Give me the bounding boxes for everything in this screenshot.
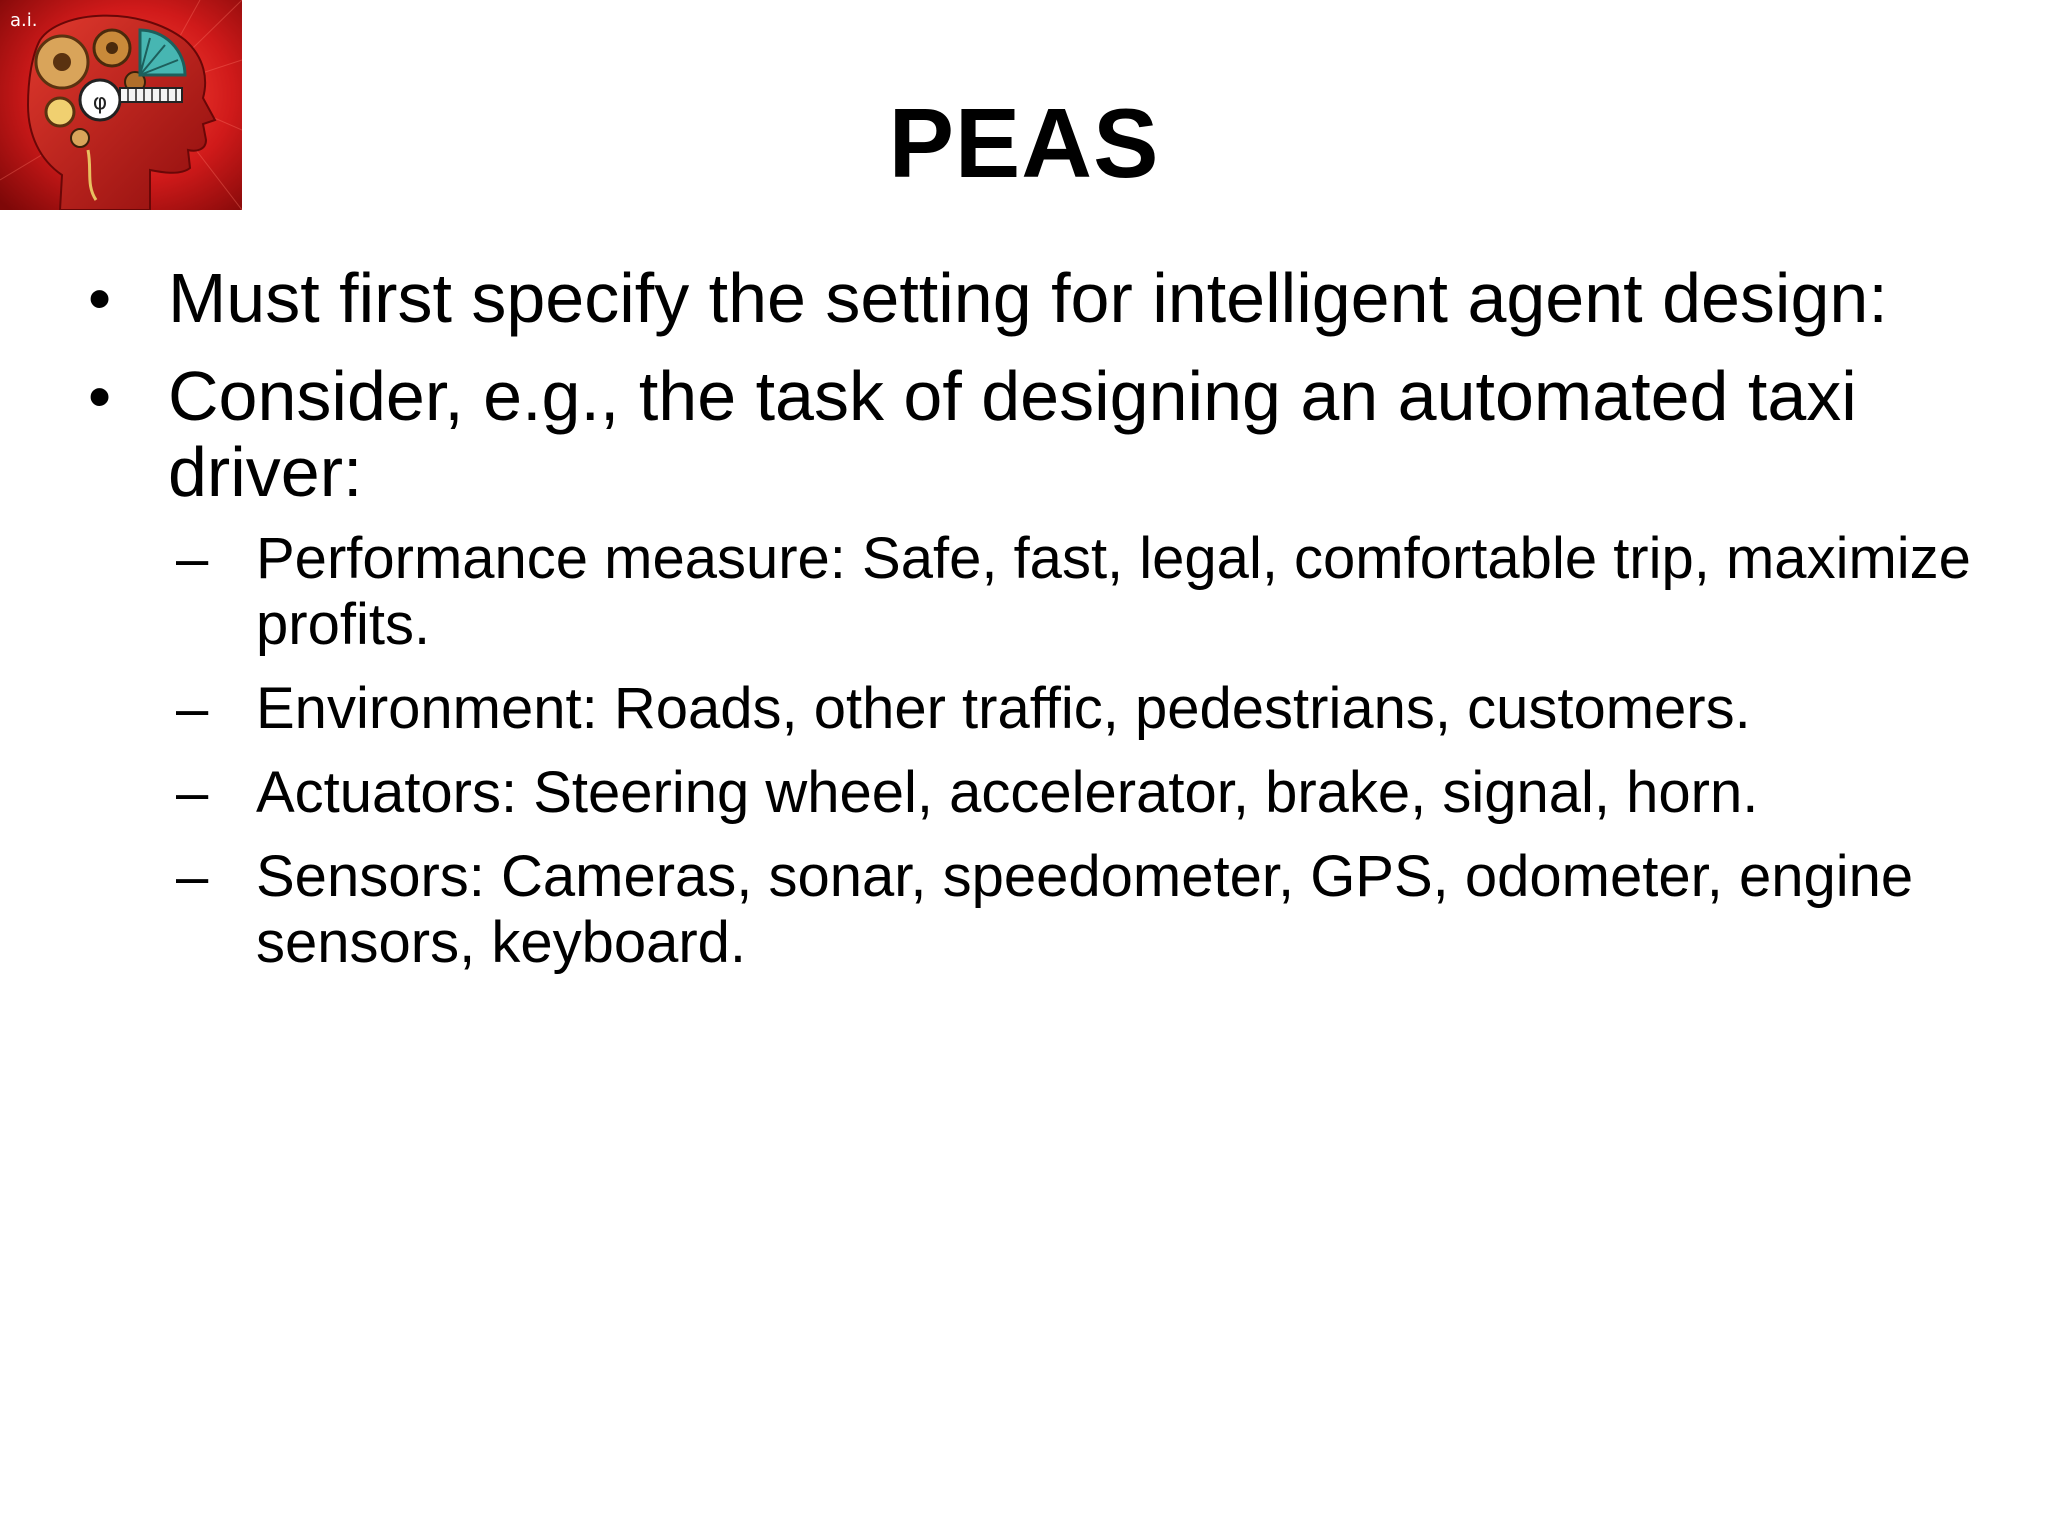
- sub-bullet-item: [176, 526, 1988, 658]
- sub-bullet-text: Environment: Roads, other traffic, pedestrians, customers.: [256, 676, 1751, 741]
- bullet-dot-icon: •: [88, 261, 112, 335]
- bullet-list: [88, 260, 1988, 998]
- bullet-text: Must first specify the setting for intelligent agent design:: [168, 259, 1888, 337]
- sub-bullet-item: [176, 676, 1988, 742]
- sub-bullet-text: Sensors: Cameras, sonar, speedometer, GPS, odometer, engine sensors, keyboard.: [256, 844, 1914, 975]
- sub-bullet-text: Actuators: Steering wheel, accelerator, brake, signal, horn.: [256, 760, 1759, 825]
- dash-icon: –: [176, 526, 209, 591]
- logo-caption: a.i.: [10, 10, 38, 31]
- sub-bullet-list: [176, 526, 1988, 976]
- bullet-dot-icon: •: [88, 359, 112, 433]
- dash-icon: –: [176, 676, 209, 741]
- dash-icon: –: [176, 844, 209, 909]
- bullet-text: Consider, e.g., the task of designing an automated taxi driver:: [168, 357, 1857, 511]
- bullet-item: [88, 358, 1988, 976]
- sub-bullet-text: Performance measure: Safe, fast, legal, comfortable trip, maximize profits.: [256, 526, 1971, 657]
- slide-title: PEAS: [888, 88, 1160, 198]
- svg-text:φ: φ: [92, 90, 108, 115]
- sub-bullet-item: [176, 844, 1988, 976]
- bullet-item: [88, 260, 1988, 336]
- sub-bullet-item: [176, 760, 1988, 826]
- dash-icon: –: [176, 760, 209, 825]
